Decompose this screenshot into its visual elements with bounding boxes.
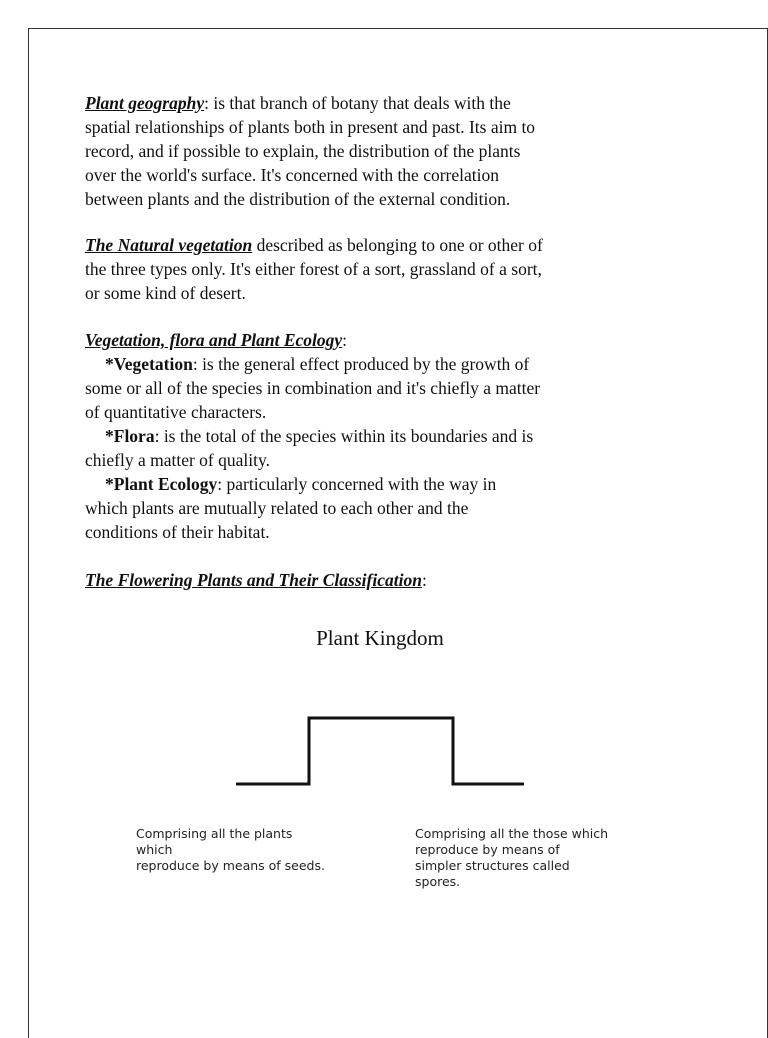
term-flora: *Flora [105, 426, 155, 446]
term-plant-ecology: *Plant Ecology [105, 474, 218, 494]
bracket-line [236, 718, 524, 784]
heading-suffix: : [421, 570, 427, 590]
definition-text: : is the total of the species within its boundaries and is chiefly a matter of quality. [85, 426, 534, 470]
caption-spore-plants: Comprising all the those which reproduce by means of simpler structures called spores. [415, 826, 609, 889]
definition-text: : is the general effect produced by the growth of some or all of the species in combination and it's chiefly a matter of quantitative characters. [85, 354, 541, 422]
tree-title: Plant Kingdom [316, 626, 444, 650]
paragraph-text: described as belonging to one or other of the three types only. It's either forest of a sort, grassland of a sort, or some kind of desert. [85, 235, 543, 303]
term-vegetation: *Vegetation [105, 354, 193, 374]
heading-flowering-plants: The Flowering Plants and Their Classification [85, 570, 422, 590]
heading-suffix: : [342, 330, 348, 350]
paragraph-text: : is that branch of botany that deals with the spatial relationships of plants both in present and past. Its aim to record, and if possible to explain, the distribution of the plants over the world's surface. It's concerned with the correlation between plants and the distribution of the external condition. [85, 93, 536, 209]
heading-vegetation-flora-ecology: Vegetation, flora and Plant Ecology [85, 330, 343, 350]
heading-plant-geography: Plant geography [85, 93, 205, 113]
caption-seed-plants: Comprising all the plants which reproduce by means of seeds. [136, 826, 325, 873]
heading-natural-vegetation: The Natural vegetation [85, 235, 253, 255]
definition-text: : particularly concerned with the way in which plants are mutually related to each other and the conditions of their habitat. [85, 474, 497, 542]
